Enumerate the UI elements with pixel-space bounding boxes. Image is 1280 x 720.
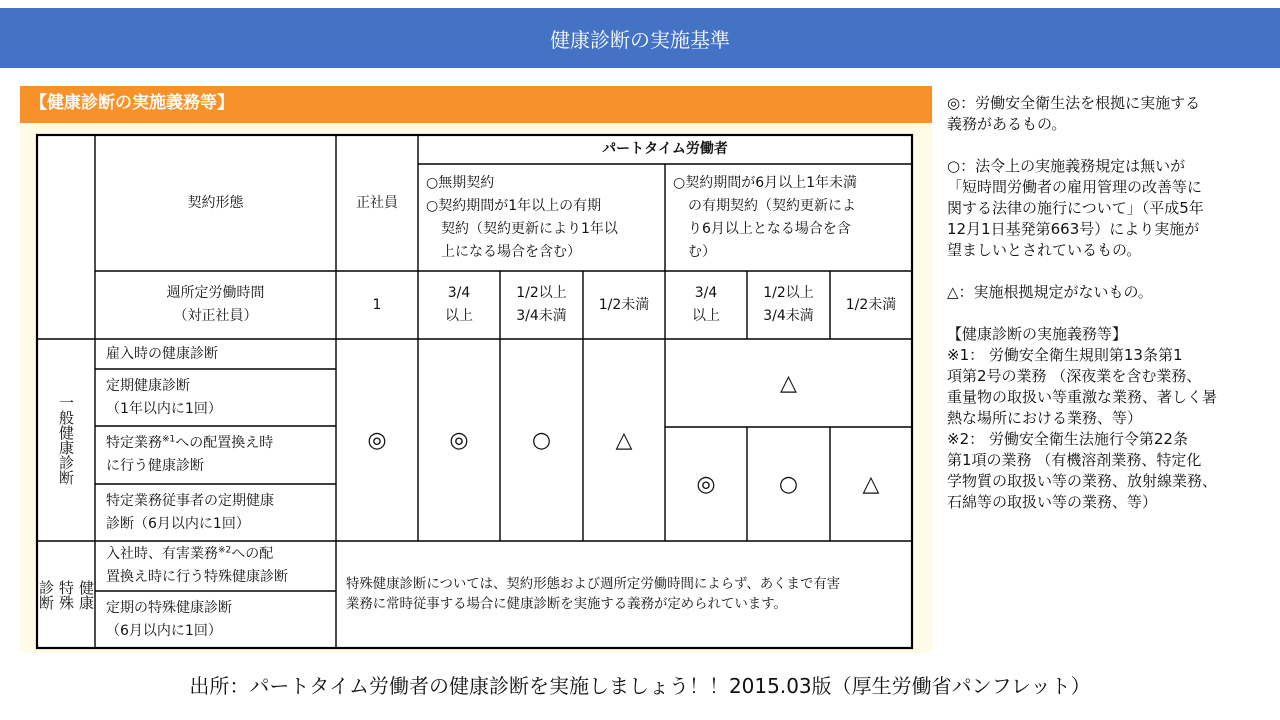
header-contract-type: 契約形態: [187, 194, 244, 211]
source-citation: 出所：パートタイム労働者の健康診断を実施しましょう！！2015.03版（厚生労働省パンフレット）: [189, 674, 1091, 698]
symbol-b-general: △: [780, 370, 797, 396]
slide-title: 健康診断の実施基準: [550, 27, 730, 52]
group-general-checkup: 一般健康診断: [57, 395, 75, 485]
content-panel: [20, 86, 932, 653]
row-hire-checkup: 雇入時の健康診断: [106, 345, 218, 362]
symbol-a-3-4-plus: ◎: [449, 427, 469, 453]
symbol-a-half-to-3-4: ○: [531, 427, 552, 453]
row-periodic-checkup: 定期健康診断 （1年以内に1回）: [106, 377, 222, 417]
hours-a-half-to-3-4: 1/2以上 3/4未満: [516, 285, 567, 324]
header-part-time-workers: パートタイム労働者: [602, 141, 728, 157]
hours-b-3-4-plus: 3/4 以上: [692, 285, 720, 324]
legend-triangle: △：実施根拠規定がないもの。: [947, 283, 1153, 301]
hours-a-3-4-plus: 3/4 以上: [445, 285, 473, 324]
hours-b-half-to-3-4: 1/2以上 3/4未満: [763, 285, 814, 324]
symbol-a-under-half: △: [615, 427, 633, 453]
header-part-time-short-term: ○契約期間が6月以上1年未満 の有期契約（契約更新によ り6月以上となる場合を含 む）: [673, 174, 858, 260]
hours-regular: 1: [372, 296, 382, 313]
symbol-b-3-4-plus: ◎: [696, 471, 716, 497]
panel-title: 【健康診断の実施義務等】: [20, 86, 932, 123]
note-2: ※2： 労働安全衛生法施行令第22条: [947, 430, 1188, 448]
row-special-periodic-checkup: 定期の特殊健康診断 （6月以内に1回）: [106, 599, 232, 639]
hours-a-under-half: 1/2未満: [598, 296, 650, 313]
symbol-regular: ◎: [367, 427, 387, 453]
group-special-checkup: 健康 特殊 診断: [37, 579, 95, 610]
slide-title-bar: [0, 8, 1280, 68]
row-specific-periodic-checkup: 特定業務従事者の定期健康 診断（6月以内に1回）: [106, 492, 274, 532]
header-weekly-hours: 週所定労働時間 （対正社員）: [166, 285, 265, 324]
header-regular-employee: 正社員: [356, 194, 398, 211]
row-reassignment-checkup: 特定業務$^{※1}$への配置換え時 に行う健康診断: [106, 434, 274, 474]
note-1: ※1： 労働安全衛生規則第13条第1: [947, 346, 1183, 364]
notes-title: 【健康診断の実施義務等】: [947, 325, 1128, 343]
special-checkup-note: 特殊健康診断については、契約形態および週所定労働時間によらず、あくまで有害 業務に常時従事する場合に健康診断を実施する義務が定められています。: [346, 576, 841, 612]
legend-double-circle: ◎：労働安全衛生法を根拠に実施する: [947, 94, 1201, 112]
legend-notes: ◎：労働安全衛生法を根拠に実施する 義務があるもの。 ○：法令上の実施義務規定は無いが 「短時間労働者の雇用管理の改善等に 関する法律の施行について」（平成5年 12月1日基発第663号）により実施が 望ましいとされているもの。 △：実施根拠規定がないもの。 【健康診断の実施義務等】 ※1： 労働安全衛生規則第13条第1 項第2号の業務 （深夜業を含む業務、 重量物の取扱い等重激な業務、著しく暑 熱な場所における業務、等） ※2： 労働安全衛生法施行令第22条 第1項の業務 （有機溶剤業務、特定化 学物質の取扱い等の業務、放射線業務、 石綿等の取扱い等の業務、等）: [947, 93, 1273, 513]
symbol-b-half-to-3-4: ○: [778, 471, 799, 497]
legend-circle: ○：法令上の実施義務規定は無いが: [947, 157, 1186, 175]
row-special-hire-checkup: 入社時、有害業務$^{※2}$への配 置換え時に行う特殊健康診断: [106, 545, 288, 585]
hours-b-under-half: 1/2未満: [845, 296, 897, 313]
symbol-b-under-half: △: [862, 471, 880, 497]
header-part-time-indefinite: ○無期契約 ○契約期間が1年以上の有期 契約（契約更新により1年以 上になる場合を含む）: [426, 174, 618, 260]
